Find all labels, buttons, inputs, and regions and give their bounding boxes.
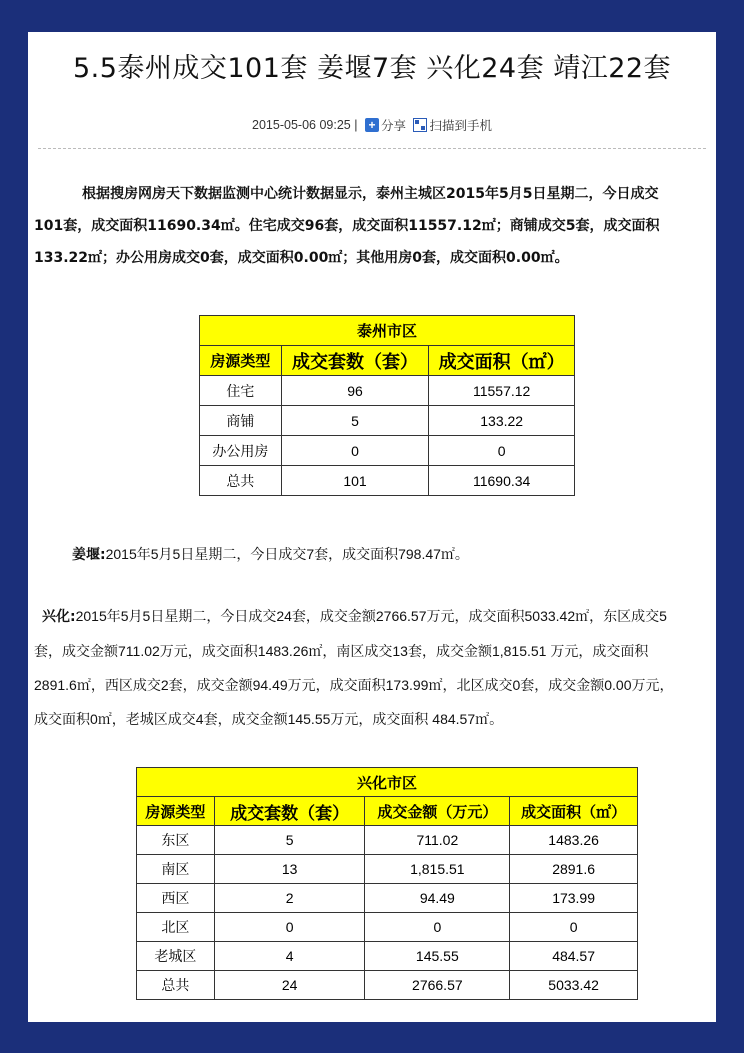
table-row xyxy=(137,913,638,942)
article-meta xyxy=(28,116,716,134)
table-header: 成交面积（㎡） xyxy=(510,797,638,826)
table-cell: 0 xyxy=(214,913,365,942)
table-header: 房源类型 xyxy=(200,346,282,376)
table-caption: 兴化市区 xyxy=(137,768,638,797)
table-cell: 2891.6 xyxy=(510,855,638,884)
table-row xyxy=(200,406,575,436)
table-cell: 0 xyxy=(281,436,429,466)
table-cell: 5 xyxy=(214,826,365,855)
table-cell: 94.49 xyxy=(365,884,510,913)
xinghua-line: 2891.6㎡，西区成交2套，成交金额94.49万元，成交面积173.99㎡，北区成交0套，成交金额0.00万元， xyxy=(34,677,674,693)
table-cell: 2 xyxy=(214,884,365,913)
article-title: 5.5泰州成交101套 姜堰7套 兴化24套 靖江22套 xyxy=(72,53,672,84)
table-cell: 北区 xyxy=(137,913,215,942)
meta-separator: | xyxy=(354,118,358,132)
table-cell: 4 xyxy=(214,942,365,971)
table-row xyxy=(137,942,638,971)
table-cell: 96 xyxy=(281,376,429,406)
xinghua-label: 兴化: xyxy=(42,609,76,625)
jiangyan-text: 2015年5月5日星期二，今日成交7套，成交面积798.47㎡。 xyxy=(105,546,469,562)
xinghua-paragraph xyxy=(34,599,714,736)
table-cell: 24 xyxy=(214,971,365,1000)
intro-line: 根据搜房网房天下数据监测中心统计数据显示，泰州主城区2015年5月5日星期二，今日成交 xyxy=(82,186,659,202)
xinghua-table xyxy=(136,767,638,1000)
table-cell: 商铺 xyxy=(200,406,282,436)
table-header: 成交套数（套） xyxy=(214,797,365,826)
taizhou-table xyxy=(199,315,575,496)
table-cell: 东区 xyxy=(137,826,215,855)
xinghua-line xyxy=(34,599,714,634)
table-cell: 西区 xyxy=(137,884,215,913)
table-cell: 0 xyxy=(429,436,575,466)
article-page xyxy=(28,32,716,1022)
table-cell: 1483.26 xyxy=(510,826,638,855)
table-row xyxy=(137,826,638,855)
table-cell: 0 xyxy=(510,913,638,942)
table-cell: 711.02 xyxy=(365,826,510,855)
intro-paragraph xyxy=(34,178,714,274)
table-cell: 1,815.51 xyxy=(365,855,510,884)
xinghua-line: 成交面积0㎡，老城区成交4套，成交金额145.55万元，成交面积 484.57㎡。 xyxy=(34,711,504,727)
table-cell: 173.99 xyxy=(510,884,638,913)
table-cell: 11557.12 xyxy=(429,376,575,406)
table-cell: 办公用房 xyxy=(200,436,282,466)
table-cell: 0 xyxy=(365,913,510,942)
table-row xyxy=(200,376,575,406)
table-row xyxy=(200,466,575,496)
jiangyan-label: 姜堰: xyxy=(72,547,106,563)
table-cell: 11690.34 xyxy=(429,466,575,496)
table-cell: 总共 xyxy=(137,971,215,1000)
table-header: 房源类型 xyxy=(137,797,215,826)
jiangyan-paragraph xyxy=(34,538,716,571)
table-cell: 13 xyxy=(214,855,365,884)
share-link[interactable]: 分享 xyxy=(380,119,406,133)
intro-line: 133.22㎡；办公用房成交0套，成交面积0.00㎡；其他用房0套，成交面积0.00㎡。 xyxy=(34,250,569,266)
table-cell: 133.22 xyxy=(429,406,575,436)
table-header: 成交金额（万元） xyxy=(365,797,510,826)
table-cell: 484.57 xyxy=(510,942,638,971)
qr-code-icon[interactable] xyxy=(413,118,427,132)
table-cell: 2766.57 xyxy=(365,971,510,1000)
table-header: 成交面积（㎡） xyxy=(429,346,575,376)
table-cell: 101 xyxy=(281,466,429,496)
table-header: 成交套数（套） xyxy=(281,346,429,376)
intro-line: 101套，成交面积11690.34㎡。住宅成交96套，成交面积11557.12㎡；商铺成交5套，成交面积 xyxy=(34,218,660,234)
table-cell: 145.55 xyxy=(365,942,510,971)
table-cell: 总共 xyxy=(200,466,282,496)
publish-datetime: 2015-05-06 09:25 xyxy=(252,118,351,132)
meta-divider xyxy=(38,148,706,149)
table-cell: 住宅 xyxy=(200,376,282,406)
table-caption: 泰州市区 xyxy=(200,316,575,346)
table-cell: 5 xyxy=(281,406,429,436)
table-row xyxy=(137,855,638,884)
table-row xyxy=(137,884,638,913)
table-row xyxy=(200,436,575,466)
share-plus-icon[interactable]: + xyxy=(365,118,379,132)
table-cell: 5033.42 xyxy=(510,971,638,1000)
table-row xyxy=(137,971,638,1000)
scan-to-phone-link[interactable]: 扫描到手机 xyxy=(429,119,492,133)
table-cell: 老城区 xyxy=(137,942,215,971)
xinghua-line-text: 2015年5月5日星期二，今日成交24套，成交金额2766.57万元，成交面积5033.42㎡，东区成交5 xyxy=(75,608,667,624)
table-cell: 南区 xyxy=(137,855,215,884)
xinghua-line: 套，成交金额711.02万元，成交面积1483.26㎡，南区成交13套，成交金额1,815.51 万元，成交面积 xyxy=(34,643,649,659)
